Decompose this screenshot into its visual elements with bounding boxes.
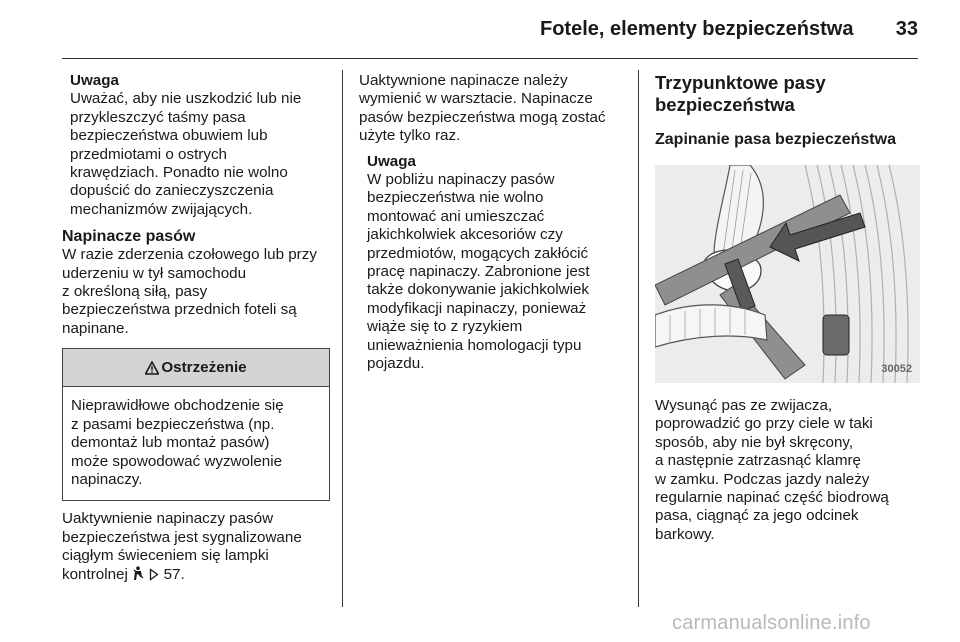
note-line: modyfikacji napinaczy, ponieważ xyxy=(367,299,587,317)
text-line: ciągłym świeceniem się lampki xyxy=(62,547,269,565)
text-line: pasa, ciągnąć za jego odcinek xyxy=(655,507,859,525)
text-line: napinane. xyxy=(62,319,129,337)
text-line: uderzeniu w tył samochodu xyxy=(62,264,247,282)
text-line: sposób, aby nie był skręcony, xyxy=(655,433,854,451)
warning-box xyxy=(62,348,330,501)
note-block xyxy=(359,153,627,374)
page-title: Fotele, elementy bezpieczeństwa xyxy=(540,18,854,40)
text-line: Uaktywnienie napinaczy pasów xyxy=(62,510,274,528)
text-line: Uaktywnione napinacze należy xyxy=(359,72,568,89)
warning-title: Ostrzeżenie xyxy=(161,359,247,377)
image-number: 30052 xyxy=(881,362,912,375)
section-title xyxy=(655,72,920,116)
note-line: krawędziach. Ponadto nie wolno xyxy=(70,164,288,182)
text-line xyxy=(62,566,330,584)
note-line: unieważnienia homologacji typu xyxy=(367,336,582,354)
header-divider xyxy=(62,58,918,59)
section-heading: Napinacze pasów xyxy=(62,228,196,246)
text-line: pasów bezpieczeństwa mogą zostać xyxy=(359,108,606,126)
note-label: Uwaga xyxy=(367,152,416,170)
column-right xyxy=(655,72,920,544)
note-line: wiąże się to z ryzykiem xyxy=(367,318,523,336)
seatbelt-drawing xyxy=(655,165,920,383)
column-divider-2 xyxy=(638,70,639,607)
warning-header xyxy=(63,349,329,387)
text-line: Nieprawidłowe obchodzenie się xyxy=(71,397,284,415)
page-number: 33 xyxy=(895,18,918,40)
text-line: W razie zderzenia czołowego lub przy xyxy=(62,246,317,264)
note-line: przedmiotów, mogących zakłócić xyxy=(367,244,589,262)
subsection-title: Zapinanie pasa bezpieczeństwa xyxy=(655,131,896,148)
note-line: pojazdu. xyxy=(367,355,425,373)
text-line: a następnie zatrzasnąć klamrę xyxy=(655,452,861,470)
note-block xyxy=(62,72,330,219)
text-line: wymienić w warsztacie. Napinacze xyxy=(359,90,593,108)
note-label: Uwaga xyxy=(70,72,119,89)
text-line: użyte tylko raz. xyxy=(359,127,461,145)
note-line: Uważać, aby nie uszkodzić lub nie xyxy=(70,90,302,108)
warning-body xyxy=(63,387,329,500)
warning-icon xyxy=(145,361,159,375)
column-left xyxy=(62,72,330,584)
note-line: W pobliżu napinaczy pasów xyxy=(367,171,555,189)
watermark: carmanualsonline.info xyxy=(672,612,871,634)
note-line: także dokonywanie jakichkolwiek xyxy=(367,281,590,299)
text-line: napinaczy. xyxy=(71,470,143,488)
seatbelt-tensioner-warning-icon xyxy=(132,566,145,581)
note-line: bezpieczeństwa nie wolno xyxy=(367,189,544,207)
text-line: poprowadzić go przy ciele w taki xyxy=(655,415,873,433)
text-line: z pasami bezpieczeństwa (np. xyxy=(71,415,275,433)
caption xyxy=(655,397,920,544)
text-line: z określoną siłą, pasy xyxy=(62,283,208,301)
page-reference[interactable]: 57. xyxy=(163,565,185,583)
section-title-line: bezpieczeństwa xyxy=(655,94,795,115)
text-line: bezpieczeństwa przednich foteli są xyxy=(62,301,297,319)
seatbelt-illustration xyxy=(655,165,920,383)
note-line: jakichkolwiek akcesoriów czy xyxy=(367,226,563,244)
note-line: pracę napinaczy. Zabronione jest xyxy=(367,263,590,281)
text-fragment: kontrolnej xyxy=(62,565,128,583)
paragraph xyxy=(359,72,627,146)
note-line: montować ani umieszczać xyxy=(367,207,545,225)
column-divider-1 xyxy=(342,70,343,607)
note-line: mechanizmów zwijających. xyxy=(70,200,253,218)
text-line: Wysunąć pas ze zwijacza, xyxy=(655,397,833,414)
text-line: może spowodować wyzwolenie xyxy=(71,452,283,470)
text-line: demontaż lub montaż pasów) xyxy=(71,434,270,452)
note-line: przedmiotami o ostrych xyxy=(70,145,227,163)
text-line: barkowy. xyxy=(655,525,715,543)
note-line: dopuścić do zanieczyszczenia xyxy=(70,182,274,200)
column-middle xyxy=(359,72,627,374)
text-line: bezpieczeństwa jest sygnalizowane xyxy=(62,528,302,546)
text-line: w zamku. Podczas jazdy należy xyxy=(655,470,870,488)
page-reference-arrow-icon xyxy=(149,568,159,581)
section-title-line: Trzypunktowe pasy xyxy=(655,72,826,93)
paragraph xyxy=(62,246,330,338)
text-line: regularnie napinać część biodrową xyxy=(655,489,889,507)
paragraph xyxy=(62,510,330,584)
note-line: przykleszczyć taśmy pasa xyxy=(70,108,246,126)
note-line: bezpieczeństwa obuwiem lub xyxy=(70,127,268,145)
